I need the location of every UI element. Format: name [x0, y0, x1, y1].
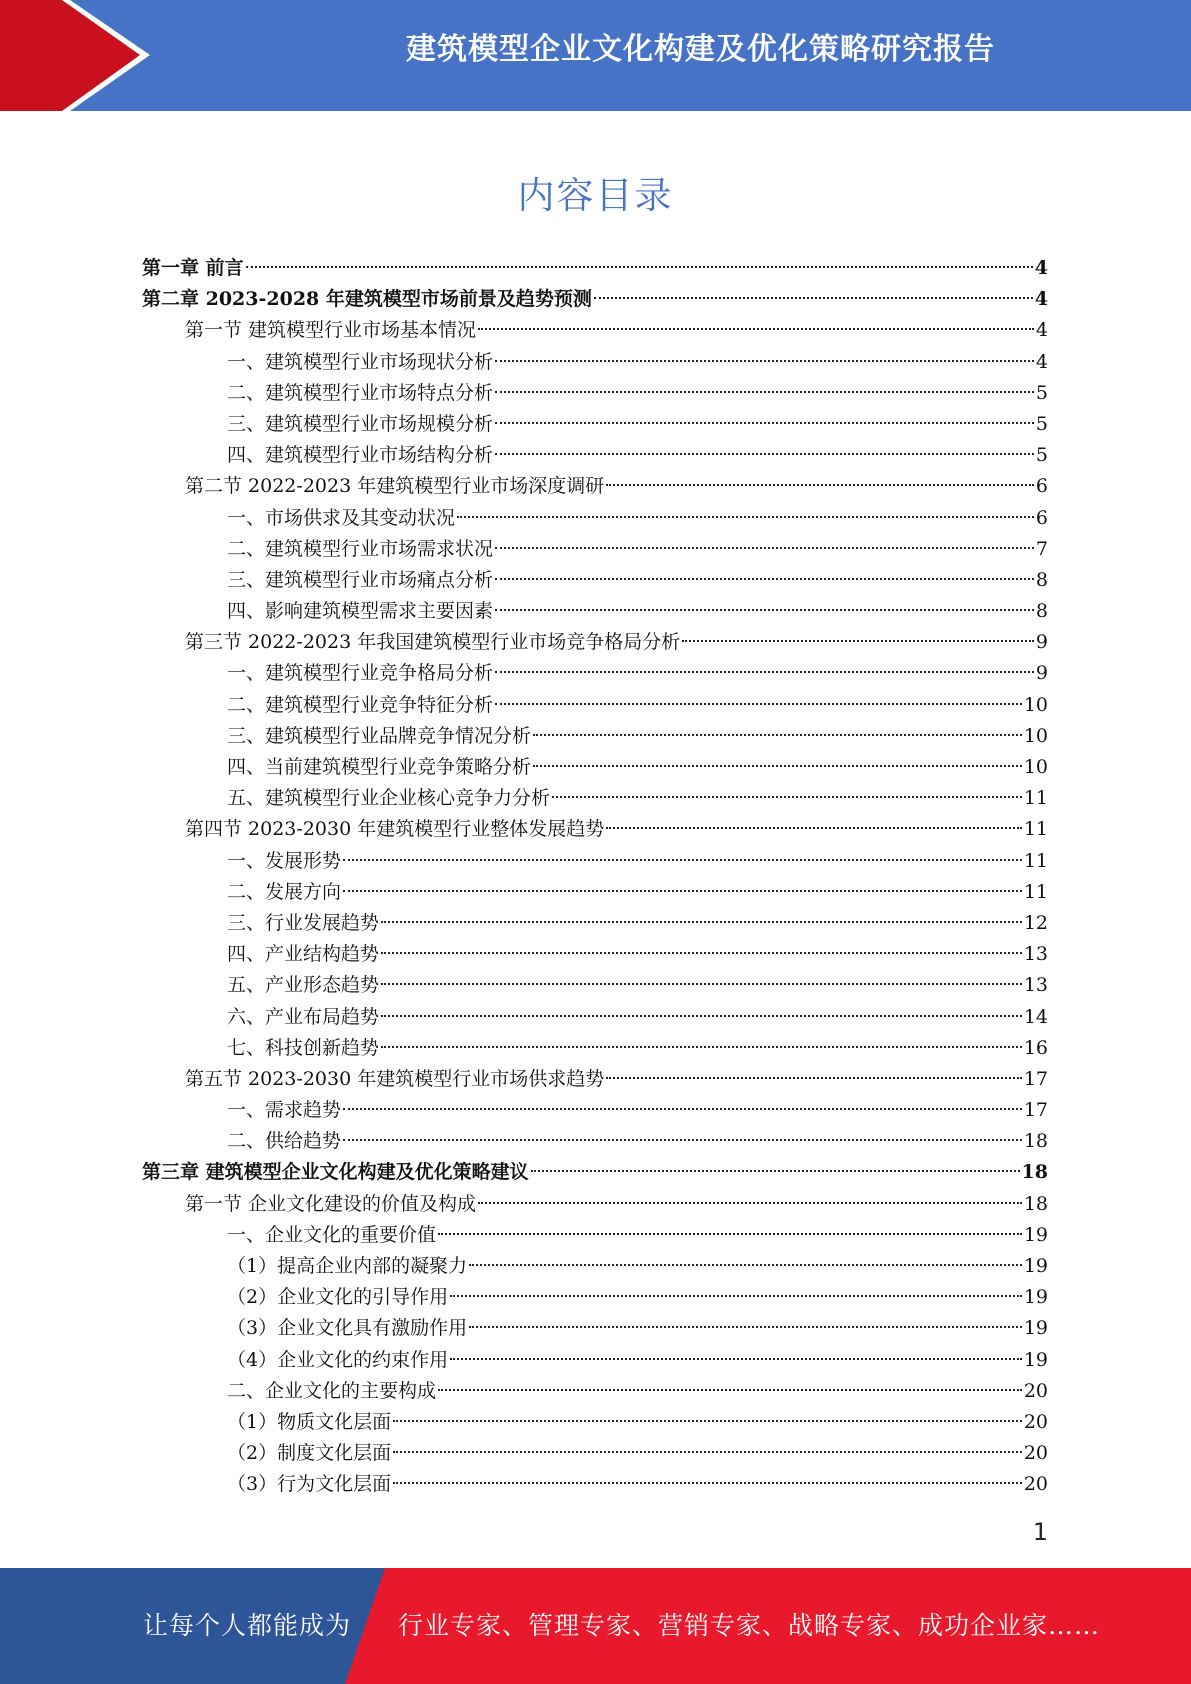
toc-dot-leader: [381, 952, 1022, 954]
toc-entry-page: 20: [1023, 1410, 1048, 1433]
toc-dot-leader: [450, 1358, 1022, 1360]
toc-entry-page: 9: [1035, 631, 1048, 654]
toc-entry[interactable]: [142, 1064, 1048, 1095]
toc-entry-title: 三、建筑模型行业品牌竞争情况分析: [227, 724, 532, 747]
toc-entry-title: 第五节 2023-2030 年建筑模型行业市场供求趋势: [185, 1067, 605, 1090]
toc-entry[interactable]: [142, 1469, 1048, 1500]
toc-entry[interactable]: [142, 253, 1048, 284]
toc-dot-leader: [495, 391, 1034, 393]
toc-entry-title: 二、建筑模型行业竞争特征分析: [227, 693, 494, 716]
toc-entry[interactable]: [142, 440, 1048, 471]
footer-banner: [0, 1568, 1191, 1684]
toc-dot-leader: [478, 1202, 1022, 1204]
toc-entry-title: 第一节 企业文化建设的价值及构成: [185, 1192, 477, 1215]
toc-entry-page: 17: [1023, 1067, 1048, 1090]
toc-dot-leader: [343, 1108, 1022, 1110]
toc-entry-page: 19: [1023, 1317, 1048, 1340]
toc-entry-page: 19: [1023, 1286, 1048, 1309]
toc-entry[interactable]: [142, 814, 1048, 845]
toc-entry-title: 一、市场供求及其变动状况: [227, 506, 456, 529]
toc-entry[interactable]: [142, 908, 1048, 939]
toc-entry-title: 四、当前建筑模型行业竞争策略分析: [227, 756, 532, 778]
toc-dot-leader: [343, 890, 1022, 892]
toc-entry-page: 18: [1021, 1161, 1048, 1184]
toc-entry-title: 第三章 建筑模型企业文化构建及优化策略建议: [142, 1161, 529, 1184]
toc-dot-leader: [533, 734, 1022, 736]
toc-dot-leader: [393, 1451, 1022, 1453]
toc-dot-leader: [478, 328, 1034, 330]
toc-dot-leader: [381, 1046, 1022, 1048]
toc-entry[interactable]: [142, 1033, 1048, 1064]
toc-entry-page: 9: [1035, 662, 1048, 685]
toc-entry-page: 8: [1035, 600, 1048, 623]
toc-entry-page: 19: [1023, 1348, 1048, 1371]
toc-entry-page: 16: [1023, 1036, 1048, 1059]
toc-dot-leader: [606, 827, 1022, 829]
toc-entry[interactable]: [142, 596, 1048, 627]
page-number: 1: [1032, 1518, 1048, 1546]
toc-entry-title: 四、产业结构趋势: [227, 943, 380, 966]
toc-entry[interactable]: [142, 939, 1048, 970]
toc-dot-leader: [343, 1139, 1022, 1141]
toc-entry-title: （1）提高企业内部的凝聚力: [227, 1255, 468, 1277]
toc-entry[interactable]: [142, 877, 1048, 908]
toc-dot-leader: [393, 1420, 1022, 1422]
toc-entry-page: 4: [1034, 288, 1048, 311]
toc-dot-leader: [495, 609, 1034, 611]
toc-dot-leader: [606, 1077, 1022, 1079]
toc-entry[interactable]: [142, 1251, 1048, 1282]
toc-entry-page: 4: [1035, 350, 1048, 373]
toc-entry-page: 11: [1023, 818, 1048, 841]
toc-entry[interactable]: [142, 783, 1048, 814]
toc-dot-leader: [381, 1015, 1022, 1017]
toc-entry-page: 19: [1023, 1255, 1048, 1277]
footer-slogan-left: 让每个人都能成为: [143, 1611, 352, 1640]
toc-entry-title: （2）企业文化的引导作用: [227, 1286, 449, 1309]
toc-dot-leader: [495, 547, 1034, 549]
toc-entry-title: 一、需求趋势: [227, 1099, 342, 1122]
toc-entry[interactable]: [142, 1407, 1048, 1438]
toc-dot-leader: [682, 640, 1034, 642]
toc-heading: 内容目录: [517, 174, 674, 217]
toc-entry-page: 10: [1023, 693, 1048, 716]
toc-entry-page: 4: [1035, 319, 1048, 342]
toc-entry-title: 二、建筑模型行业市场需求状况: [227, 537, 494, 560]
toc-entry[interactable]: [142, 1095, 1048, 1126]
toc-entry-title: （2）制度文化层面: [227, 1442, 392, 1465]
toc-entry[interactable]: [142, 1157, 1048, 1188]
toc-dot-leader: [381, 983, 1022, 985]
toc-entry[interactable]: [142, 409, 1048, 440]
toc-entry-title: 二、供给趋势: [227, 1130, 342, 1153]
toc-dot-leader: [469, 1264, 1022, 1266]
toc-entry-page: 6: [1035, 475, 1048, 498]
toc-entry[interactable]: [142, 658, 1048, 689]
toc-entry-page: 11: [1023, 787, 1048, 810]
toc-entry-page: 6: [1035, 506, 1048, 529]
toc-dot-leader: [495, 422, 1034, 424]
toc-dot-leader: [438, 1233, 1022, 1235]
toc-entry-title: 第一节 建筑模型行业市场基本情况: [185, 319, 477, 342]
toc-entry-title: 第二节 2022-2023 年建筑模型行业市场深度调研: [185, 475, 605, 498]
toc-entry[interactable]: [142, 503, 1048, 534]
toc-entry-page: 20: [1023, 1473, 1048, 1496]
toc-entry-page: 4: [1034, 257, 1048, 279]
toc-entry-title: 五、建筑模型行业企业核心竞争力分析: [227, 787, 551, 810]
toc-entry-title: 一、建筑模型行业市场现状分析: [227, 350, 494, 373]
toc-entry-page: 19: [1023, 1223, 1048, 1246]
toc-entry[interactable]: [142, 284, 1048, 315]
toc-dot-leader: [381, 921, 1022, 923]
toc-dot-leader: [495, 453, 1034, 455]
toc-dot-leader: [457, 516, 1034, 518]
toc-dot-leader: [495, 703, 1022, 705]
toc-entry-title: （3）企业文化具有激励作用: [227, 1317, 468, 1340]
toc-entry[interactable]: [142, 565, 1048, 596]
toc-entry-page: 13: [1023, 943, 1048, 966]
toc-entry[interactable]: [142, 1438, 1048, 1469]
toc-entry[interactable]: [142, 721, 1048, 752]
toc-entry-page: 7: [1035, 537, 1048, 560]
toc-entry-page: 18: [1023, 1192, 1048, 1215]
toc-entry[interactable]: [142, 970, 1048, 1001]
toc-dot-leader: [533, 765, 1022, 767]
footer-slogan-right: 行业专家、管理专家、营销专家、战略专家、成功企业家……: [398, 1611, 1101, 1640]
toc-dot-leader: [438, 1389, 1022, 1391]
toc-entry-page: 8: [1035, 568, 1048, 591]
toc-dot-leader: [594, 297, 1033, 299]
toc-entry-title: 六、产业布局趋势: [227, 1005, 380, 1028]
toc-entry-page: 10: [1023, 756, 1048, 778]
toc-entry[interactable]: [142, 534, 1048, 565]
toc-entry-page: 20: [1023, 1442, 1048, 1465]
toc-entry-title: （4）企业文化的约束作用: [227, 1348, 449, 1371]
toc-entry-title: 七、科技创新趋势: [227, 1036, 380, 1059]
toc-dot-leader: [531, 1170, 1020, 1172]
toc-entry-title: 第三节 2022-2023 年我国建筑模型行业市场竞争格局分析: [185, 631, 681, 654]
toc-entry[interactable]: [142, 378, 1048, 409]
toc-entry[interactable]: [142, 471, 1048, 502]
toc-entry-page: 10: [1023, 724, 1048, 747]
toc-entry-page: 5: [1035, 412, 1048, 435]
toc-entry[interactable]: [142, 1189, 1048, 1220]
toc-entry-title: 三、建筑模型行业市场规模分析: [227, 412, 494, 435]
toc-entry-title: 二、企业文化的主要构成: [227, 1379, 437, 1402]
table-of-contents: [142, 253, 1048, 1501]
toc-entry[interactable]: [142, 846, 1048, 877]
toc-entry-title: 第二章 2023-2028 年建筑模型市场前景及趋势预测: [142, 288, 592, 311]
toc-entry[interactable]: [142, 1313, 1048, 1344]
toc-entry-title: 四、建筑模型行业市场结构分析: [227, 444, 494, 467]
toc-entry-title: 四、影响建筑模型需求主要因素: [227, 600, 494, 623]
report-title: 建筑模型企业文化构建及优化策略研究报告: [406, 32, 995, 67]
toc-entry-page: 20: [1023, 1379, 1048, 1402]
toc-entry-title: （1）物质文化层面: [227, 1410, 392, 1433]
toc-entry-title: 三、建筑模型行业市场痛点分析: [227, 568, 494, 591]
toc-entry[interactable]: [142, 1282, 1048, 1313]
toc-entry-page: 11: [1023, 880, 1048, 903]
toc-entry[interactable]: [142, 1002, 1048, 1033]
toc-entry-title: 一、发展形势: [227, 849, 342, 872]
toc-entry-title: （3）行为文化层面: [227, 1473, 392, 1496]
toc-entry-page: 12: [1023, 911, 1048, 934]
toc-entry-page: 18: [1023, 1130, 1048, 1153]
toc-dot-leader: [495, 578, 1034, 580]
header-banner: [0, 0, 1191, 111]
toc-entry[interactable]: [142, 315, 1048, 346]
toc-dot-leader: [469, 1326, 1022, 1328]
toc-entry-page: 5: [1035, 444, 1048, 467]
toc-entry[interactable]: [142, 1345, 1048, 1376]
toc-entry-title: 二、发展方向: [227, 880, 342, 903]
toc-dot-leader: [450, 1295, 1022, 1297]
toc-entry[interactable]: [142, 1126, 1048, 1157]
toc-entry[interactable]: [142, 347, 1048, 378]
toc-dot-leader: [495, 671, 1034, 673]
toc-entry-title: 五、产业形态趋势: [227, 974, 380, 997]
toc-entry-page: 5: [1035, 381, 1048, 404]
toc-entry-title: 一、企业文化的重要价值: [227, 1223, 437, 1246]
toc-entry-page: 17: [1023, 1099, 1048, 1122]
toc-entry-title: 第一章 前言: [142, 257, 244, 279]
toc-entry-title: 第四节 2023-2030 年建筑模型行业整体发展趋势: [185, 818, 605, 841]
toc-entry-page: 13: [1023, 974, 1048, 997]
toc-entry[interactable]: [142, 690, 1048, 721]
toc-entry-title: 三、行业发展趋势: [227, 911, 380, 934]
toc-dot-leader: [606, 484, 1034, 486]
toc-entry[interactable]: [142, 752, 1048, 783]
toc-entry-title: 一、建筑模型行业竞争格局分析: [227, 662, 494, 685]
toc-dot-leader: [495, 360, 1034, 362]
toc-dot-leader: [393, 1482, 1022, 1484]
toc-entry-title: 二、建筑模型行业市场特点分析: [227, 381, 494, 404]
toc-entry-page: 14: [1023, 1005, 1048, 1028]
toc-entry[interactable]: [142, 1376, 1048, 1407]
toc-entry[interactable]: [142, 627, 1048, 658]
toc-dot-leader: [343, 859, 1022, 861]
toc-entry-page: 11: [1023, 849, 1048, 872]
toc-dot-leader: [246, 266, 1033, 268]
toc-entry[interactable]: [142, 1220, 1048, 1251]
toc-dot-leader: [552, 796, 1022, 798]
